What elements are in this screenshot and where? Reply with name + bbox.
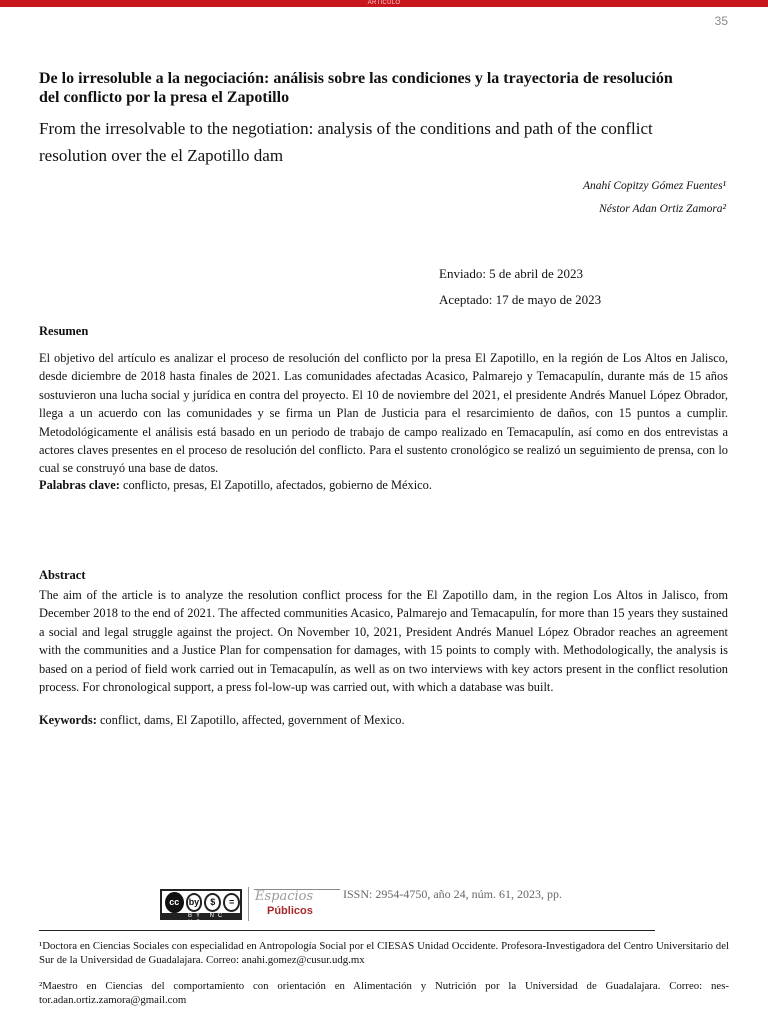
creative-commons-license-badge[interactable] bbox=[160, 889, 242, 926]
author-list bbox=[583, 175, 726, 221]
keywords bbox=[39, 711, 728, 729]
date-sent: Enviado: 5 de abril de 2023 bbox=[439, 266, 584, 281]
palabras-clave bbox=[39, 476, 728, 494]
issn-info: ISSN: 2954-4750, año 24, núm. 61, 2023, pp. bbox=[343, 887, 562, 901]
keywords-text: conflicto, presas, El Zapotillo, afectados, gobierno de México. bbox=[122, 478, 432, 492]
resumen-heading: Resumen bbox=[39, 324, 89, 338]
page-number: 35 bbox=[714, 14, 728, 28]
keywords-label: Keywords: bbox=[39, 713, 97, 727]
journal-logo bbox=[248, 887, 338, 921]
footnote-2: ²Maestro en Ciencias del comportamiento con orientación en Alimentación y Nutrición por la Universidad de Guadalajara. Correo: nes-tor.adan.ortiz.zamora@gmail.com bbox=[39, 980, 729, 1007]
noderivatives-icon: = bbox=[223, 893, 240, 912]
abstract-body: The aim of the article is to analyze the resolution conflict process for the El Zapotillo dam, in the region Los Altos in Jalisco, from December 2018 to the end of 2021. The affected communities Acasico, Palmarejo and Temacapulín, for more than 15 years they sustained a social and legal struggle against the project. On November 10, 2021, President Andrés Manuel López Obrador reaches an agreement with the communities and a Justice Plan for compensation for damages, with 15 points to comply with. Methodologically, the analysis is based on a period of field work carried out in Temacapulín, as well as on two interviews with key actors present in the conflict resolution process. For chronological support, a press fol-low-up was carried out, with which a database was built. bbox=[39, 588, 728, 695]
author-name: Anahí Copitzy Gómez Fuentes¹ bbox=[582, 180, 726, 192]
license-text: BY NC ND bbox=[162, 913, 240, 920]
footnote-divider bbox=[39, 930, 655, 931]
journal-logo-top: Espacios bbox=[255, 889, 314, 904]
title-english: From the irresolvable to the negotiation: analysis of the conditions and path of the conflict resolution over the el Zapotillo dam bbox=[39, 119, 653, 165]
journal-logo-bottom: Públicos bbox=[267, 905, 313, 917]
attribution-icon: by bbox=[186, 893, 203, 912]
footnote-1: ¹Doctora en Ciencias Sociales con especialidad en Antropología Social por el CIESAS Unidad Occidente. Profesora-Investigadora del Centro Universitario del Sur de la Universidad de Guadalajara. Correo: anahi.gomez@cusur.udg.mx bbox=[39, 940, 729, 967]
keywords-label: Palabras clave: bbox=[39, 478, 120, 492]
footer-logos bbox=[160, 887, 580, 926]
abstract-heading: Abstract bbox=[39, 568, 86, 582]
noncommercial-icon: $ bbox=[204, 893, 221, 912]
section-label: ARTÍCULO bbox=[367, 0, 401, 6]
logo-divider bbox=[254, 889, 340, 890]
date-accepted: Aceptado: 17 de mayo de 2023 bbox=[439, 292, 602, 307]
title-spanish: De lo irresoluble a la negociación: análisis sobre las condiciones y la trayectoria de resolución del conflicto por la presa el Zapotillo bbox=[39, 70, 673, 106]
cc-icon: cc bbox=[165, 892, 184, 913]
author-name: Néstor Adan Ortiz Zamora² bbox=[599, 203, 726, 215]
keywords-text: conflict, dams, El Zapotillo, affected, government of Mexico. bbox=[99, 713, 405, 727]
submission-dates bbox=[439, 261, 601, 313]
resumen-body: El objetivo del artículo es analizar el proceso de resolución del conflicto por la presa El Zapotillo, en la región de Los Altos en Jalisco, desde diciembre de 2018 hasta finales de 2021. Las comunidades afectadas Acasico, Palmarejo y Temacapulín, durante más de 15 años sostuvieron una lucha social y jurídica en contra del proyecto. El 10 de noviembre del 2021, el presidente Andrés Manuel López Obrador, llega a un acuerdo con las comunidades y se firma un Plan de Justicia para el resarcimiento de daños, con 15 puntos a cumplir. Metodológicamente el análisis está basado en un periodo de trabajo de campo realizado en Temacapulín, así como en dos entrevistas a actores claves presentes en el proceso de resolución del conflicto. Para el sustento cronológico se realizó un seguimiento de prensa, con lo cual se construyó una base de datos. bbox=[39, 351, 728, 476]
